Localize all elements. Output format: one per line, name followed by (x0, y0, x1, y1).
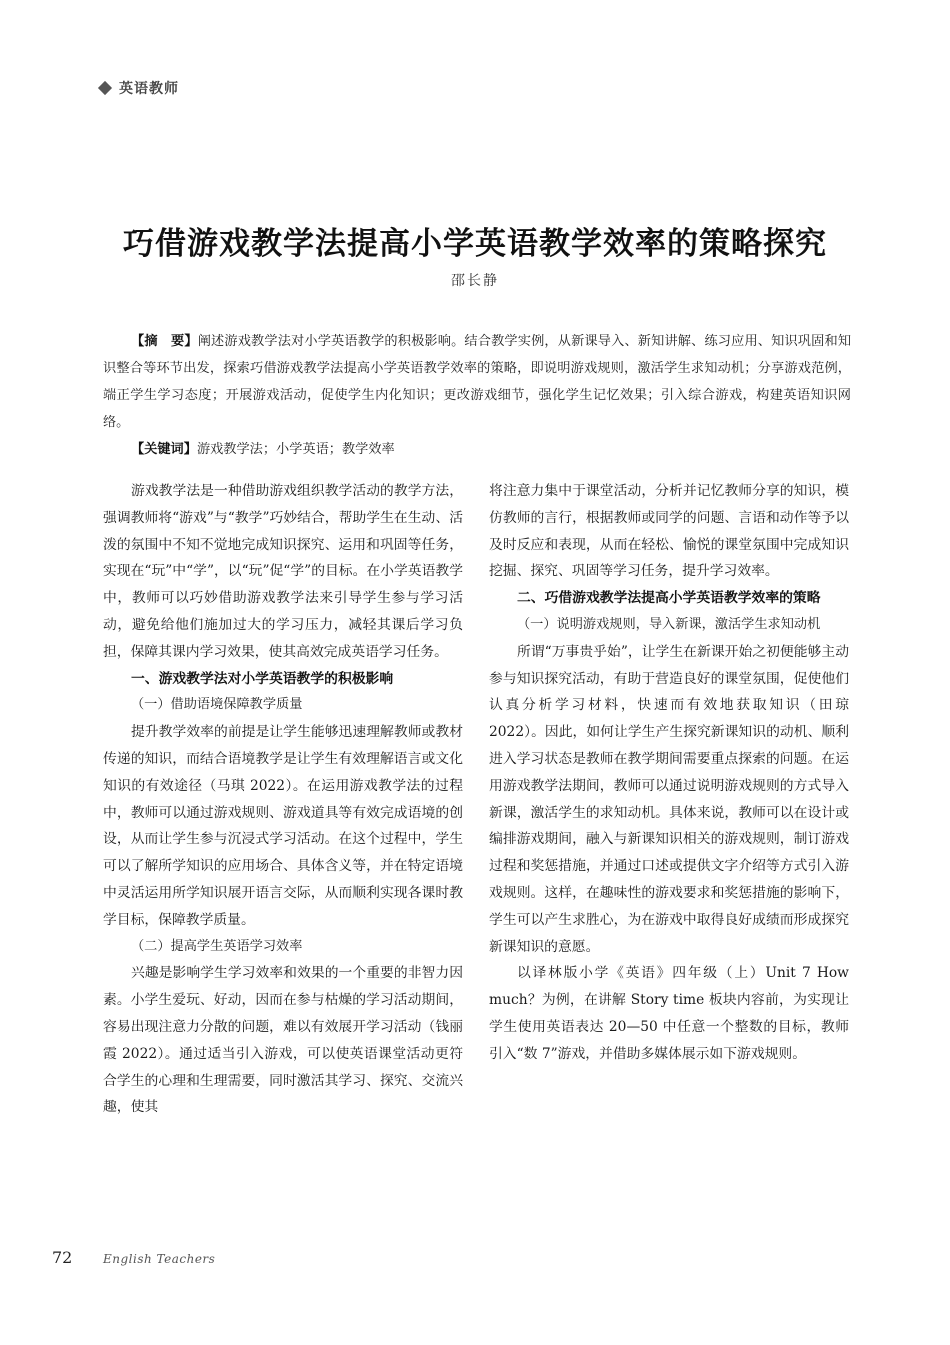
paragraph-1-2: 兴趣是影响学生学习效率和效果的一个重要的非智力因素。小学生爱玩、好动，因而在参与枯燥的学习活动期间，容易出现注意力分散的问题，难以有效展开学习活动（钱丽霞 2022）。通过适当引入游戏，可以使英语课堂活动更符合学生的心理和生理需要，同时激活其学习、探究、交流兴趣，使其 (103, 965, 463, 1116)
diamond-icon (98, 81, 112, 95)
keywords (103, 436, 851, 463)
subsection-heading-2-1: （一）说明游戏规则，导入新课，激活学生求知动机 (517, 616, 821, 632)
right-column (489, 478, 849, 1068)
paragraph-2-1: 所谓“万事贵乎始”，让学生在新课开始之初便能够主动参与知识探究活动，有助于营造良好的课堂氛围，促使他们认真分析学习材料，快速而有效地获取知识（田琼 2022）。因此，如何让学生产生探究新课知识的动机、顺利进入学习状态是教师在教学期间需要重点探索的问题。在运用游戏教学法期间，教师可以通过说明游戏规则的方式导入新课，激活学生的求知动机。具体来说，教师可以在设计或编排游戏期间，融入与新课知识相关的游戏规则，制订游戏过程和奖惩措施，并通过口述或提供文字介绍等方式引入游戏规则。这样，在趣味性的游戏要求和奖惩措施的影响下，学生可以产生求胜心，为在游戏中取得良好成绩而形成探究新课知识的意愿。 (489, 643, 849, 955)
page-number: 72 (52, 1248, 73, 1267)
keywords-label: 【关键词】 (131, 442, 197, 457)
section-heading-1: 一、游戏教学法对小学英语教学的积极影响 (131, 670, 394, 687)
keywords-text: 游戏教学法；小学英语；教学效率 (196, 442, 395, 457)
paragraph-1-2-continued: 将注意力集中于课堂活动，分析并记忆教师分享的知识，模仿教师的言行，根据教师或同学的问题、言语和动作等予以及时反应和表现，从而在轻松、愉悦的课堂氛围中完成知识挖掘、探究、巩固等学习任务，提升学习效率。 (489, 483, 849, 580)
running-head (100, 78, 179, 98)
paragraph-2-2: 以译林版小学《英语》四年级（上）Unit 7 How much？为例，在讲解 Story time 板块内容前，为实现让学生使用英语表达 20—50 中任意一个整数的目标，教师引入“数 7”游戏，并借助多媒体展示如下游戏规则。 (489, 965, 849, 1062)
intro-paragraph: 游戏教学法是一种借助游戏组织教学活动的教学方法，强调教师将“游戏”与“教学”巧妙结合，帮助学生在生动、活泼的氛围中不知不觉地完成知识探究、运用和巩固等任务，实现在“玩”中“学”，以“玩”促“学”的目标。在小学英语教学中，教师可以巧妙借助游戏教学法来引导学生参与学习活动，避免给他们施加过大的学习压力，减轻其课后学习负担，保障其课内学习效果，使其高效完成英语学习任务。 (103, 483, 463, 660)
left-column (103, 478, 463, 1121)
subsection-heading-1-1: （一）借助语境保障教学质量 (131, 697, 303, 713)
abstract-text: 阐述游戏教学法对小学英语教学的积极影响。结合教学实例，从新课导入、新知讲解、练习应用、知识巩固和知识整合等环节出发，探索巧借游戏教学法提高小学英语教学效率的策略，即说明游戏规则，激活学生求知动机；分享游戏范例，端正学生学习态度；开展游戏活动，促使学生内化知识；更改游戏细节，强化学生记忆效果；引入综合游戏，构建英语知识网络。 (103, 334, 852, 430)
paragraph-1-1: 提升教学效率的前提是让学生能够迅速理解教师或教材传递的知识，而结合语境教学是让学生有效理解语言或文化知识的有效途径（马琪 2022）。在运用游戏教学法的过程中，教师可以通过游戏规则、游戏道具等有效完成语境的创设，从而让学生参与沉浸式学习活动。在这个过程中，学生可以了解所学知识的应用场合、具体含义等，并在特定语境中灵活运用所学知识展开语言交际，从而顺利实现各课时教学目标，保障教学质量。 (103, 724, 463, 928)
running-head-label: 英语教师 (119, 81, 179, 97)
journal-name: English Teachers (103, 1252, 216, 1266)
article-title: 巧借游戏教学法提高小学英语教学效率的策略探究 (123, 226, 827, 262)
author-name: 邵长静 (451, 273, 499, 289)
section-heading-2: 二、巧借游戏教学法提高小学英语教学效率的策略 (517, 590, 821, 607)
abstract (103, 328, 851, 436)
subsection-heading-1-2: （二）提高学生英语学习效率 (131, 938, 303, 954)
abstract-label: 【摘 要】 (131, 334, 198, 349)
